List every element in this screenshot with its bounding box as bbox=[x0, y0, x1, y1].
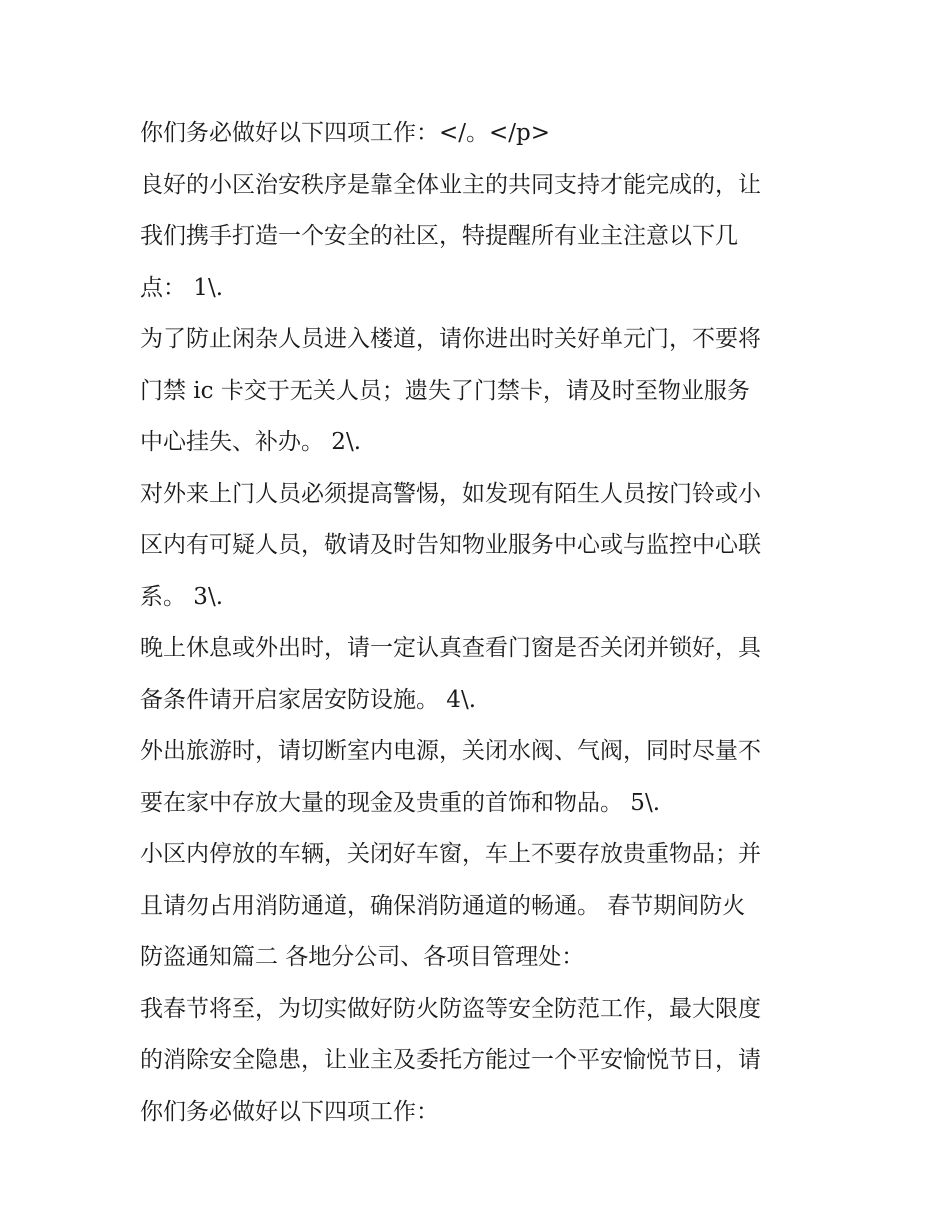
text-line: 的消除安全隐患，让业主及委托方能过一个平安愉悦节日，请 bbox=[140, 1047, 761, 1073]
text-line: 我春节将至，为切实做好防火防盗等安全防范工作，最大限度 bbox=[140, 995, 761, 1022]
document-body bbox=[140, 108, 820, 1138]
text-line: 门禁 ic 卡交于无关人员；遗失了门禁卡，请及时至物业服务 bbox=[140, 377, 750, 404]
text-line: 你们务必做好以下四项工作：</。</p> bbox=[140, 120, 551, 146]
text-line: 中心挂失、补办。 2\. bbox=[140, 429, 362, 455]
text-line: 为了防止闲杂人员进入楼道，请你进出时关好单元门，不要将 bbox=[140, 326, 761, 352]
text-line: 要在家中存放大量的现金及贵重的首饰和物品。 5\. bbox=[140, 789, 661, 816]
text-line: 备条件请开启家居安防设施。 4\. bbox=[140, 686, 477, 713]
text-line: 且请勿占用消防通道，确保消防通道的畅通。 春节期间防火 bbox=[140, 892, 746, 919]
text-line: 点： 1\. bbox=[140, 274, 224, 301]
text-line: 对外来上门人员必须提高警惕，如发现有陌生人员按门铃或小 bbox=[140, 480, 761, 507]
text-line: 小区内停放的车辆，关闭好车窗，车上不要存放贵重物品；并 bbox=[140, 841, 761, 867]
text-line: 良好的小区治安秩序是靠全体业主的共同支持才能完成的，让 bbox=[140, 171, 761, 198]
text-line: 外出旅游时，请切断室内电源，关闭水阀、气阀，同时尽量不 bbox=[140, 738, 761, 764]
text-line: 我们携手打造一个安全的社区，特提醒所有业主注意以下几 bbox=[140, 223, 738, 249]
text-line: 区内有可疑人员，敬请及时告知物业服务中心或与监控中心联 bbox=[140, 532, 761, 558]
text-line: 晚上休息或外出时，请一定认真查看门窗是否关闭并锁好，具 bbox=[140, 635, 761, 661]
text-line: 你们务必做好以下四项工作： bbox=[140, 1098, 439, 1125]
text-line: 防盗通知篇二 各地分公司、各项目管理处： bbox=[140, 944, 585, 970]
text-line: 系。 3\. bbox=[140, 583, 224, 610]
